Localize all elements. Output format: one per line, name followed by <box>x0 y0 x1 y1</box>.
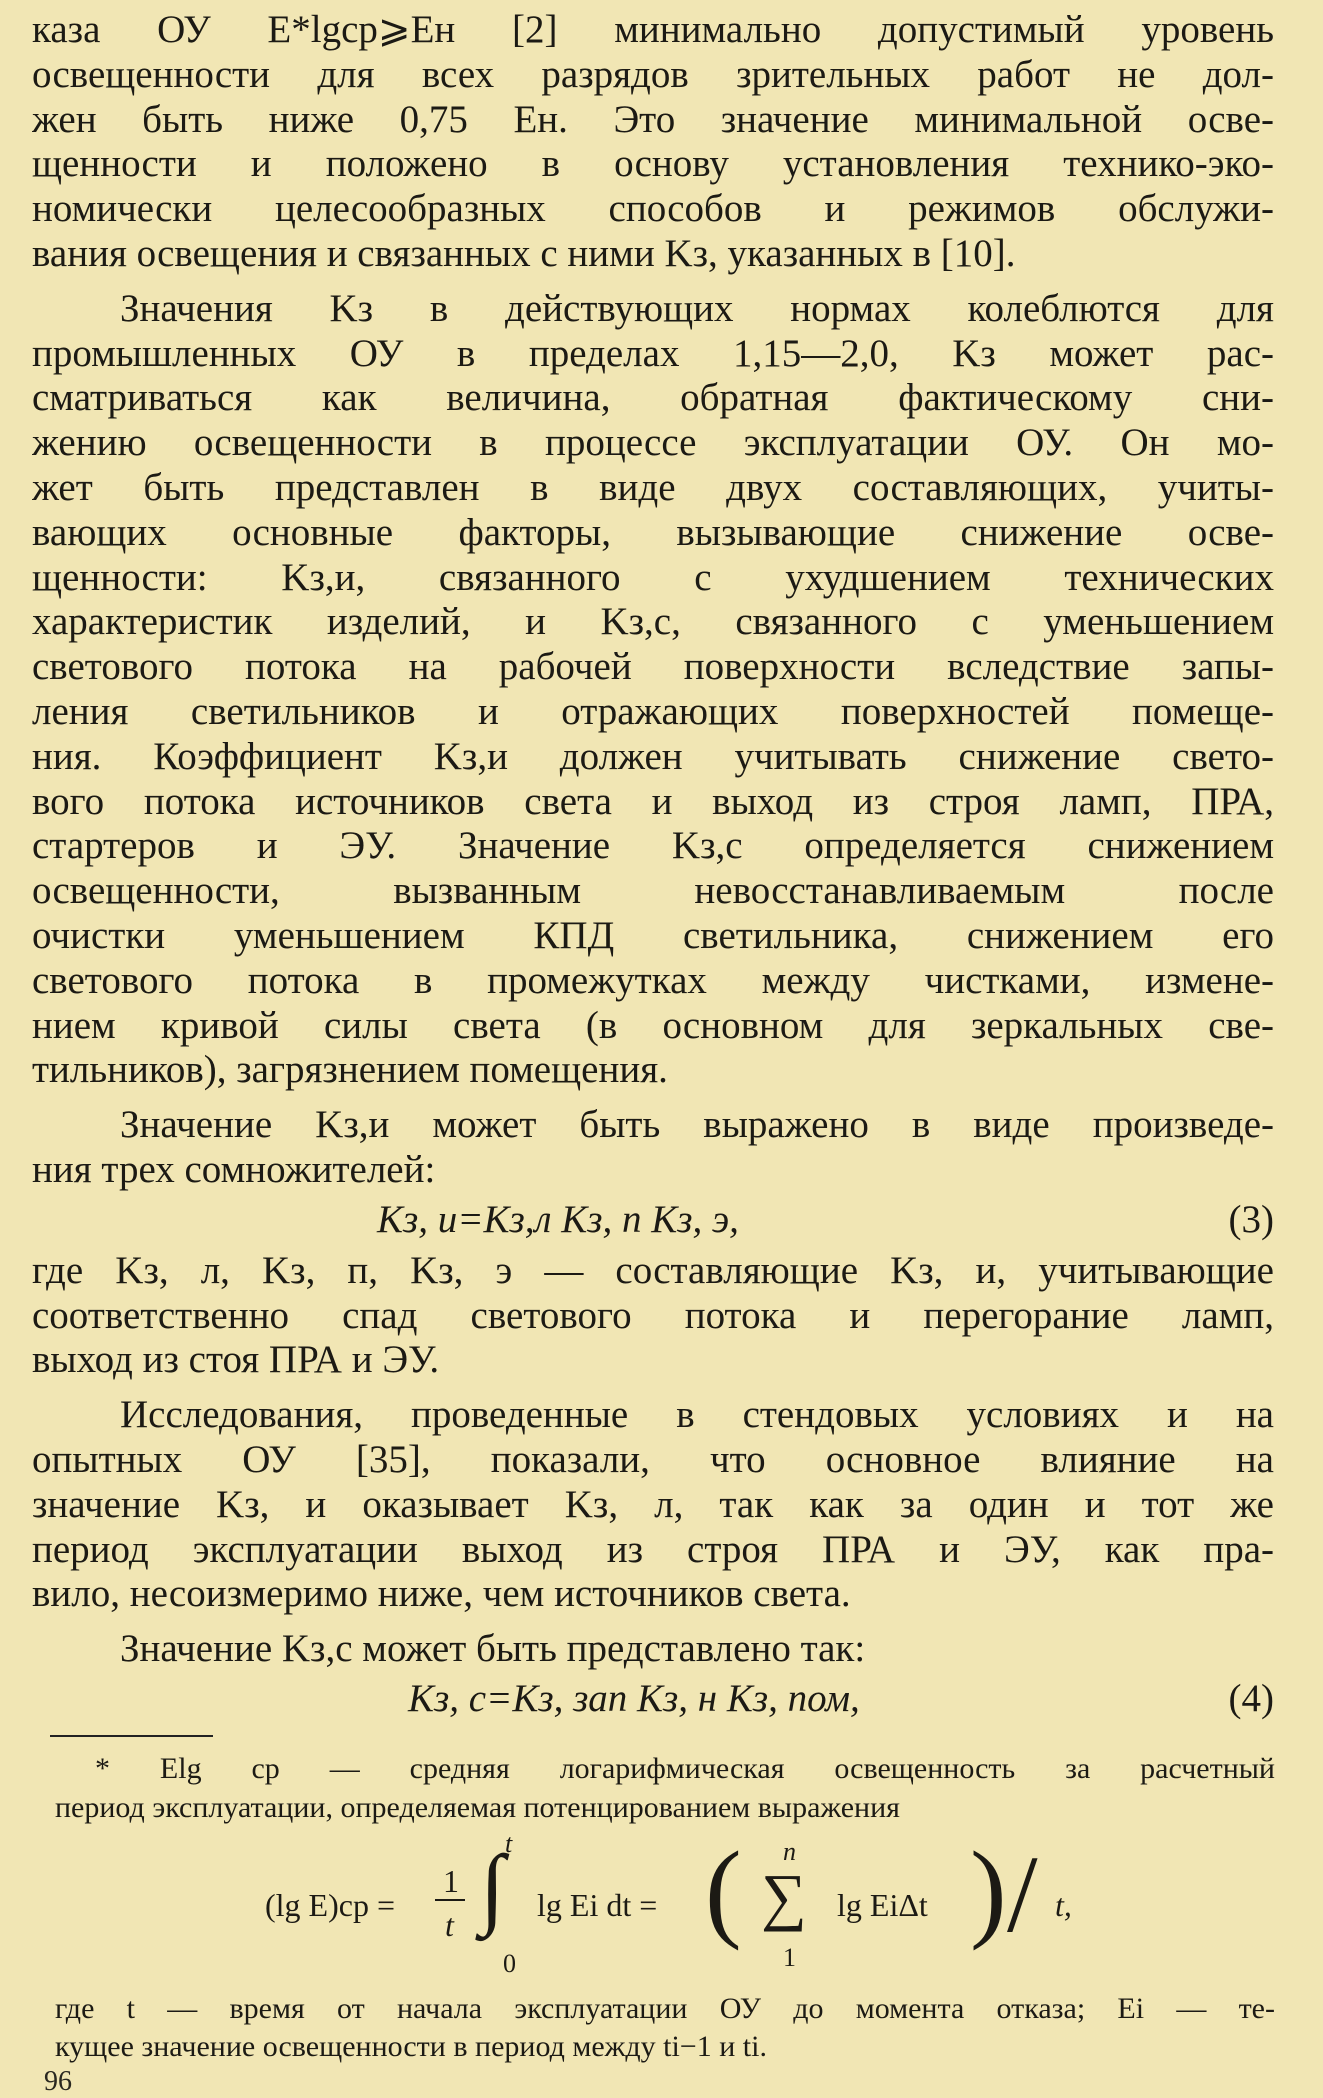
sum-upper-limit: n <box>783 1837 796 1866</box>
paragraph-gap <box>32 277 1274 287</box>
text-line: очистки уменьшением КПД светильника, снижением его <box>32 913 1274 957</box>
fraction-denominator: t <box>445 1907 454 1943</box>
text-line: освещенности, вызванным невосстанавливаемым после <box>32 869 1274 913</box>
text-line: соответственно спад светового потока и перегорание ламп, <box>32 1293 1274 1337</box>
text-line: Исследования, проведенные в стендовых условиях и на <box>120 1393 1274 1437</box>
text-line: опытных ОУ [35], показали, что основное влияние на <box>32 1437 1274 1481</box>
text-line: щенности: Kз,и, связанного с ухудшением технических <box>32 555 1274 599</box>
text-line: значение Kз, и оказывает Kз, л, так как за один и тот же <box>32 1482 1274 1526</box>
footnote-after-line: где t — время от начала эксплуатации ОУ до момента отказа; Ei — те- <box>55 1992 1275 2025</box>
text-line: светового потока в промежутках между чистками, измене- <box>32 958 1274 1002</box>
text-line: нием кривой силы света (в основном для зеркальных све- <box>32 1003 1274 1047</box>
paragraph-gap <box>32 1093 1274 1103</box>
text-after-formula-3 <box>32 1249 1274 1672</box>
summand: lg EiΔt <box>837 1887 928 1923</box>
formula-tail: t, <box>1055 1887 1072 1923</box>
text-line: щенности и положено в основу установления технико-эко- <box>32 142 1274 186</box>
text-line: светового потока на рабочей поверхности вследствие запы- <box>32 645 1274 689</box>
text-line: вило, несоизмеримо ниже, чем источников света. <box>32 1572 851 1616</box>
text-line: сматриваться как величина, обратная фактическому сни- <box>32 376 1274 420</box>
text-line: жен быть ниже 0,75 Eн. Это значение минимальной осве- <box>32 97 1274 141</box>
text-line: вания освещения и связанных с ними Kз, указанных в [10]. <box>32 231 1016 275</box>
text-line: характеристик изделий, и Kз,с, связанного с уменьшением <box>32 600 1274 644</box>
text-line: ния. Коэффициент Kз,и должен учитывать снижение свето- <box>32 734 1274 778</box>
text-line: стартеров и ЭУ. Значение Kз,с определяется снижением <box>32 824 1274 868</box>
formula-3-number: (3) <box>1228 1197 1274 1241</box>
footnote-line: период эксплуатации, определяемая потенцированием выражения <box>55 1791 900 1824</box>
text-line: Значения Kз в действующих нормах колеблются для <box>120 286 1274 330</box>
text-line: номически целесообразных способов и режимов обслужи- <box>32 187 1274 231</box>
text-line: выход из стоя ПРА и ЭУ. <box>32 1338 440 1382</box>
paragraph-gap <box>32 1383 1274 1393</box>
formula-lhs: (lg E)ср = <box>265 1887 395 1923</box>
text-line: освещенности для всех разрядов зрительных работ не дол- <box>32 52 1274 96</box>
text-line: вого потока источников света и выход из строя ламп, ПРА, <box>32 779 1274 823</box>
fraction-numerator: 1 <box>443 1863 459 1899</box>
text-line: жет быть представлен в виде двух составляющих, учиты- <box>32 465 1274 509</box>
formula-3-expression: Kз, и=Kз,л Kз, п Kз, э, <box>377 1197 739 1241</box>
formula-3 <box>32 1193 1274 1249</box>
division-slash: / <box>1007 1833 1038 1955</box>
text-line: ления светильников и отражающих поверхностей помеще- <box>32 689 1274 733</box>
text-line: вающих основные факторы, вызывающие снижение осве- <box>32 510 1274 554</box>
text-line: ния трех сомножителей: <box>32 1147 436 1191</box>
sum-sign: ∑ <box>761 1861 807 1932</box>
left-paren: ( <box>705 1829 742 1951</box>
text-line: жению освещенности в процессе эксплуатации ОУ. Он мо- <box>32 421 1274 465</box>
formula-4-expression: Kз, с=Kз, зап Kз, н Kз, пом, <box>408 1676 860 1720</box>
footnote-formula <box>265 1825 1072 1978</box>
sum-lower-limit: 1 <box>783 1943 796 1972</box>
footnote-line: * Elg ср — средняя логарифмическая освещенность за расчетный <box>95 1752 1275 1785</box>
formula-4-number: (4) <box>1228 1676 1274 1720</box>
text-line: Значение Kз,с может быть представлено так: <box>120 1627 866 1671</box>
page-number: 96 <box>44 2066 72 2097</box>
right-paren: ) <box>970 1829 1007 1951</box>
integrand: lg Ei dt = <box>537 1887 658 1923</box>
text-line: каза ОУ E*lgср⩾Eн [2] минимально допустимый уровень <box>32 8 1274 51</box>
text-line: тильников), загрязнением помещения. <box>32 1048 668 1092</box>
integral-upper-limit: t <box>505 1829 513 1858</box>
text-line: промышленных ОУ в пределах 1,15—2,0, Kз может рас- <box>32 331 1274 375</box>
footnote-after-line: кущее значение освещенности в период между ti−1 и ti. <box>55 2030 767 2063</box>
main-text <box>32 8 1274 1193</box>
fraction-bar <box>435 1899 465 1901</box>
text-line: где Kз, л, Kз, п, Kз, э — составляющие Kз, и, учитывающие <box>32 1248 1274 1292</box>
text-line: период эксплуатации выход из строя ПРА и ЭУ, как пра- <box>32 1527 1274 1571</box>
formula-4 <box>32 1672 1274 1728</box>
paragraph-gap <box>32 1617 1274 1627</box>
page-body <box>32 8 1274 1728</box>
integral-lower-limit: 0 <box>503 1949 516 1978</box>
text-line: Значение Kз,и может быть выражено в виде произведе- <box>120 1103 1274 1147</box>
footnote-rule <box>50 1735 213 1737</box>
integral-sign: ∫ <box>480 1838 505 1937</box>
